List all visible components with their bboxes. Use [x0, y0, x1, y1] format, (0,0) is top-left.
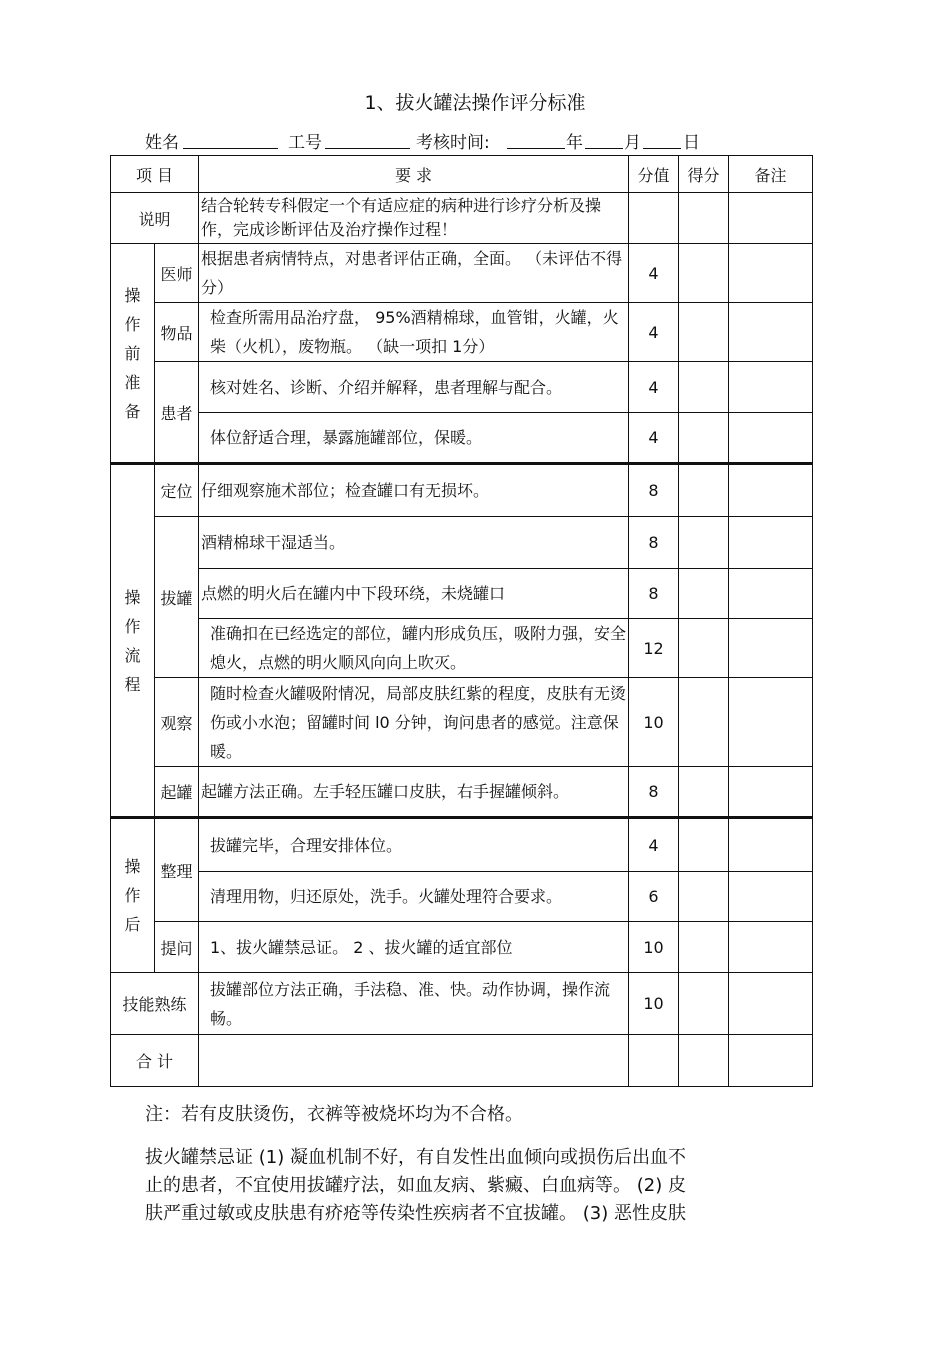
table-row-cup-2: [111, 569, 813, 619]
score-cell[interactable]: [679, 973, 729, 1035]
remark-cell[interactable]: [729, 464, 813, 517]
score-cell[interactable]: [679, 767, 729, 818]
group-pre-operation: 操 作 前 准 备: [111, 244, 155, 464]
day-blank[interactable]: [643, 148, 681, 149]
table-row-patient-2: [111, 413, 813, 464]
group-post-operation: 操 作 后: [111, 818, 155, 973]
sub-locate: 定位: [155, 464, 199, 517]
requirement-cup-2: 点燃的明火后在罐内中下段环绕，未烧罐口: [199, 569, 629, 619]
remark-cell[interactable]: [729, 569, 813, 619]
remark-cell[interactable]: [729, 517, 813, 569]
requirement-remove: 起罐方法正确。左手轻压罐口皮肤，右手握罐倾斜。: [199, 767, 629, 818]
requirement-doctor: 根据患者病情特点，对患者评估正确，全面。 （未评估不得分）: [199, 244, 629, 303]
points-skill: 10: [629, 973, 679, 1035]
score-cell[interactable]: [679, 362, 729, 413]
table-row-items: [111, 303, 813, 362]
points-locate: 8: [629, 464, 679, 517]
score-cell[interactable]: [679, 193, 729, 244]
month-blank[interactable]: [585, 148, 623, 149]
day-label: 日: [683, 133, 700, 153]
score-cell[interactable]: [679, 413, 729, 464]
remark-cell[interactable]: [729, 362, 813, 413]
table-row-explain: [111, 193, 813, 244]
id-blank[interactable]: [325, 148, 410, 149]
name-label: 姓名: [145, 133, 179, 153]
score-cell[interactable]: [679, 872, 729, 922]
contraindication-line-2: 止的患者，不宜使用拔罐疗法，如血友病、紫癜、白血病等。 (2) 皮: [145, 1175, 686, 1196]
table-row-observe: [111, 678, 813, 767]
sub-patient: 患者: [155, 362, 199, 464]
remark-cell[interactable]: [729, 818, 813, 872]
table-row-ask: [111, 922, 813, 973]
remark-cell[interactable]: [729, 678, 813, 767]
page-title: 1、拔火罐法操作评分标准: [364, 92, 586, 114]
requirement-tidy-2: 清理用物，归还原处，洗手。火罐处理符合要求。: [199, 872, 629, 922]
requirement-items: 检查所需用品治疗盘， 95%酒精棉球，血管钳，火罐，火柴（火机），废物瓶。 （缺一项扣 1分）: [199, 303, 629, 362]
table-header-row: [111, 156, 813, 193]
score-cell[interactable]: [679, 678, 729, 767]
year-blank[interactable]: [507, 148, 565, 149]
header-score: 得分: [679, 156, 729, 193]
explain-label: 说明: [111, 193, 199, 244]
name-blank[interactable]: [183, 148, 278, 149]
remark-cell[interactable]: [729, 922, 813, 973]
points-tidy-2: 6: [629, 872, 679, 922]
month-label: 月: [624, 133, 641, 153]
score-cell[interactable]: [679, 818, 729, 872]
header-points: 分值: [629, 156, 679, 193]
remark-cell[interactable]: [729, 413, 813, 464]
points-cell-empty: [629, 193, 679, 244]
sub-tidy: 整理: [155, 818, 199, 922]
requirement-patient-1: 核对姓名、诊断、介绍并解释，患者理解与配合。: [199, 362, 629, 413]
contraindication-line-1: 拔火罐禁忌证 (1) 凝血机制不好，有自发性出血倾向或损伤后出血不: [145, 1147, 686, 1168]
score-cell[interactable]: [679, 922, 729, 973]
table-row-tidy-2: [111, 872, 813, 922]
table-row-cup-3: [111, 619, 813, 678]
table-row-remove: [111, 767, 813, 818]
total-points-cell[interactable]: [629, 1035, 679, 1087]
contraindication-line-3: 肤严重过敏或皮肤患有疥疮等传染性疾病者不宜拔罐。 (3) 恶性皮肤: [145, 1203, 686, 1224]
table-row-locate: [111, 464, 813, 517]
total-label: 合 计: [111, 1035, 199, 1087]
time-label: 考核时间:: [416, 133, 490, 153]
table-row-tidy-1: [111, 818, 813, 872]
requirement-observe: 随时检查火罐吸附情况，局部皮肤红紫的程度，皮肤有无烫伤或小水泡；留罐时间 l0 分钟，询问患者的感觉。注意保暖。: [199, 678, 629, 767]
sub-observe: 观察: [155, 678, 199, 767]
table-row-doctor: [111, 244, 813, 303]
score-cell[interactable]: [679, 244, 729, 303]
points-remove: 8: [629, 767, 679, 818]
requirement-tidy-1: 拔罐完毕，合理安排体位。: [199, 818, 629, 872]
remark-cell[interactable]: [729, 244, 813, 303]
table-row-cup-1: [111, 517, 813, 569]
score-cell[interactable]: [679, 517, 729, 569]
points-observe: 10: [629, 678, 679, 767]
points-patient-2: 4: [629, 413, 679, 464]
score-cell[interactable]: [679, 303, 729, 362]
score-cell[interactable]: [679, 464, 729, 517]
sub-ask: 提问: [155, 922, 199, 973]
requirement-patient-2: 体位舒适合理，暴露施罐部位，保暖。: [199, 413, 629, 464]
header-remark: 备注: [729, 156, 813, 193]
table-row-total: [111, 1035, 813, 1087]
sub-doctor: 医师: [155, 244, 199, 303]
points-items: 4: [629, 303, 679, 362]
remark-cell[interactable]: [729, 872, 813, 922]
total-remark-cell[interactable]: [729, 1035, 813, 1087]
requirement-locate: 仔细观察施术部位；检查罐口有无损坏。: [199, 464, 629, 517]
requirement-cup-3: 准确扣在已经选定的部位，罐内形成负压，吸附力强，安全熄火，点燃的明火顺风向向上吹灭。: [199, 619, 629, 678]
points-ask: 10: [629, 922, 679, 973]
score-cell[interactable]: [679, 569, 729, 619]
header-requirement: 要 求: [199, 156, 629, 193]
sub-items: 物品: [155, 303, 199, 362]
remark-cell[interactable]: [729, 767, 813, 818]
header-item: 项 目: [111, 156, 199, 193]
skill-label: 技能熟练: [111, 973, 199, 1035]
remark-cell[interactable]: [729, 193, 813, 244]
scoring-table: [110, 155, 813, 1087]
requirement-skill: 拔罐部位方法正确，手法稳、准、快。动作协调，操作流畅。: [199, 973, 629, 1035]
remark-cell[interactable]: [729, 619, 813, 678]
points-patient-1: 4: [629, 362, 679, 413]
group-operation-flow: 操 作 流 程: [111, 464, 155, 818]
points-cup-2: 8: [629, 569, 679, 619]
remark-cell[interactable]: [729, 973, 813, 1035]
remark-cell[interactable]: [729, 303, 813, 362]
total-requirement-cell: [199, 1035, 629, 1087]
requirement-ask: 1、拔火罐禁忌证。 2 、拔火罐的适宜部位: [199, 922, 629, 973]
explain-text: 结合轮转专科假定一个有适应症的病种进行诊疗分析及操作，完成诊断评估及治疗操作过程！: [199, 193, 629, 244]
sub-remove: 起罐: [155, 767, 199, 818]
total-score-cell[interactable]: [679, 1035, 729, 1087]
points-doctor: 4: [629, 244, 679, 303]
score-cell[interactable]: [679, 619, 729, 678]
examinee-info-line: [0, 128, 950, 152]
table-row-skill: [111, 973, 813, 1035]
year-label: 年: [566, 133, 583, 153]
sub-cupping: 拔罐: [155, 517, 199, 678]
points-cup-3: 12: [629, 619, 679, 678]
table-row-patient-1: [111, 362, 813, 413]
note-failure: 注：若有皮肤烫伤，衣裤等被烧坏均为不合格。: [145, 1104, 523, 1125]
requirement-cup-1: 酒精棉球干湿适当。: [199, 517, 629, 569]
points-cup-1: 8: [629, 517, 679, 569]
points-tidy-1: 4: [629, 818, 679, 872]
id-label: 工号: [288, 133, 322, 153]
